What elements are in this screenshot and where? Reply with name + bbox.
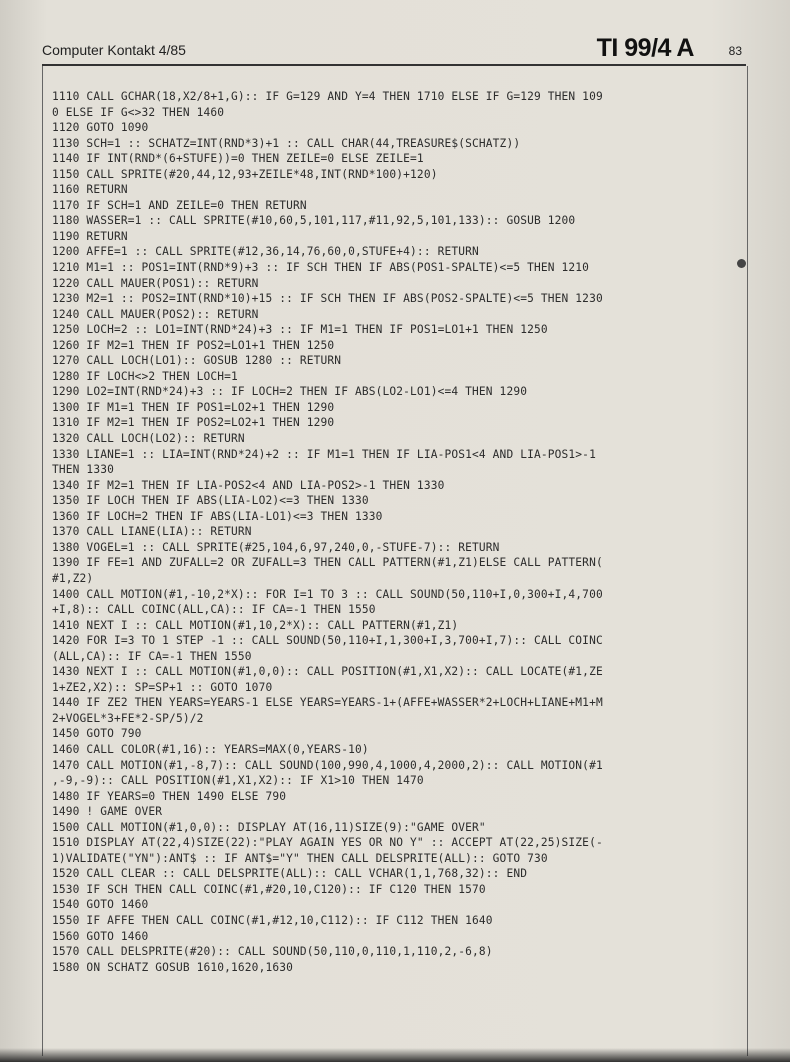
code-line: 1530 IF SCH THEN CALL COINC(#1,#20,10,C120):: IF C120 THEN 1570 [52,882,486,896]
code-line: 1290 LO2=INT(RND*24)+3 :: IF LOCH=2 THEN IF ABS(LO2-LO1)<=4 THEN 1290 [52,385,528,399]
code-line: 1260 IF M2=1 THEN IF POS2=LO1+1 THEN 1250 [52,338,335,352]
code-line: 1560 GOTO 1460 [52,929,149,943]
code-line: 1500 CALL MOTION(#1,0,0):: DISPLAY AT(16,11)SIZE(9):"GAME OVER" [52,820,486,834]
page-header [42,34,742,64]
code-line: 1520 CALL CLEAR :: CALL DELSPRITE(ALL):: CALL VCHAR(1,1,768,32):: END [52,867,528,881]
code-line: ,-9,-9):: CALL POSITION(#1,X1,X2):: IF X1>10 THEN 1470 [52,774,424,788]
code-line: 1550 IF AFFE THEN CALL COINC(#1,#12,10,C112):: IF C112 THEN 1640 [52,913,493,927]
code-line: 1120 GOTO 1090 [52,121,149,135]
punch-hole-mark [737,259,746,268]
code-line: +I,8):: CALL COINC(ALL,CA):: IF CA=-1 THEN 1550 [52,603,376,617]
code-line: 1240 CALL MAUER(POS2):: RETURN [52,307,259,321]
code-line: 1210 M1=1 :: POS1=INT(RND*9)+3 :: IF SCH THEN IF ABS(POS1-SPALTE)<=5 THEN 1210 [52,261,590,275]
code-line: 1430 NEXT I :: CALL MOTION(#1,0,0):: CALL POSITION(#1,X1,X2):: CALL LOCATE(#1,ZE [52,665,603,679]
code-line: THEN 1330 [52,463,114,477]
code-line: 1490 ! GAME OVER [52,805,163,819]
bottom-edge-shadow [0,1048,790,1062]
magazine-issue: Computer Kontakt 4/85 [42,42,186,58]
code-line: 1380 VOGEL=1 :: CALL SPRITE(#25,104,6,97,240,0,-STUFE-7):: RETURN [52,540,500,554]
code-line: 1410 NEXT I :: CALL MOTION(#1,10,2*X):: CALL PATTERN(#1,Z1) [52,618,459,632]
code-line: 1190 RETURN [52,229,128,243]
code-line: 0 ELSE IF G<>32 THEN 1460 [52,105,225,119]
page-number: 83 [728,44,742,58]
code-line: 1220 CALL MAUER(POS1):: RETURN [52,276,259,290]
code-line: 1460 CALL COLOR(#1,16):: YEARS=MAX(0,YEARS-10) [52,742,369,756]
code-line: 1280 IF LOCH<>2 THEN LOCH=1 [52,369,238,383]
code-line: 1270 CALL LOCH(LO1):: GOSUB 1280 :: RETURN [52,354,342,368]
code-line: 1150 CALL SPRITE(#20,44,12,93+ZEILE*48,INT(RND*100)+120) [52,167,438,181]
code-line: 1300 IF M1=1 THEN IF POS1=LO2+1 THEN 1290 [52,400,335,414]
code-line: 1470 CALL MOTION(#1,-8,7):: CALL SOUND(100,990,4,1000,4,2000,2):: CALL MOTION(#1 [52,758,603,772]
code-line: 1580 ON SCHATZ GOSUB 1610,1620,1630 [52,960,293,974]
code-line: 1360 IF LOCH=2 THEN IF ABS(LIA-LO1)<=3 THEN 1330 [52,509,383,523]
code-line: 1370 CALL LIANE(LIA):: RETURN [52,525,252,539]
code-line: 1320 CALL LOCH(LO2):: RETURN [52,432,245,446]
code-line: 1510 DISPLAY AT(22,4)SIZE(22):"PLAY AGAIN YES OR NO Y" :: ACCEPT AT(22,25)SIZE(- [52,836,603,850]
code-line: 1480 IF YEARS=0 THEN 1490 ELSE 790 [52,789,287,803]
code-line: 1)VALIDATE("YN"):ANT$ :: IF ANT$="Y" THEN CALL DELSPRITE(ALL):: GOTO 730 [52,851,548,865]
code-line: 1390 IF FE=1 AND ZUFALL=2 OR ZUFALL=3 THEN CALL PATTERN(#1,Z1)ELSE CALL PATTERN( [52,556,603,570]
code-line: 1250 LOCH=2 :: LO1=INT(RND*24)+3 :: IF M1=1 THEN IF POS1=LO1+1 THEN 1250 [52,323,548,337]
code-line: #1,Z2) [52,571,94,585]
code-line: 1330 LIANE=1 :: LIA=INT(RND*24)+2 :: IF M1=1 THEN IF LIA-POS1<4 AND LIA-POS1>-1 [52,447,596,461]
code-line: 1350 IF LOCH THEN IF ABS(LIA-LO2)<=3 THEN 1330 [52,494,369,508]
code-line: 1140 IF INT(RND*(6+STUFE))=0 THEN ZEILE=0 ELSE ZEILE=1 [52,152,424,166]
code-line: 1160 RETURN [52,183,128,197]
system-title: TI 99/4 A [596,34,694,62]
code-line: 1180 WASSER=1 :: CALL SPRITE(#10,60,5,101,117,#11,92,5,101,133):: GOSUB 1200 [52,214,576,228]
code-line: 1400 CALL MOTION(#1,-10,2*X):: FOR I=1 TO 3 :: CALL SOUND(50,110+I,0,300+I,4,700 [52,587,603,601]
code-line: 1110 CALL GCHAR(18,X2/8+1,G):: IF G=129 AND Y=4 THEN 1710 ELSE IF G=129 THEN 109 [52,90,603,103]
code-line: 1420 FOR I=3 TO 1 STEP -1 :: CALL SOUND(50,110+I,1,300+I,3,700+I,7):: CALL COINC [52,634,603,648]
code-line: 1170 IF SCH=1 AND ZEILE=0 THEN RETURN [52,198,307,212]
code-line: 2+VOGEL*3+FE*2-SP/5)/2 [52,711,204,725]
code-line: 1310 IF M2=1 THEN IF POS2=LO2+1 THEN 1290 [52,416,335,430]
code-line: 1440 IF ZE2 THEN YEARS=YEARS-1 ELSE YEARS=YEARS-1+(AFFE+WASSER*2+LOCH+LIANE+M1+M [52,696,603,710]
code-line: 1130 SCH=1 :: SCHATZ=INT(RND*3)+1 :: CALL CHAR(44,TREASURE$(SCHATZ)) [52,136,521,150]
code-line: 1230 M2=1 :: POS2=INT(RND*10)+15 :: IF SCH THEN IF ABS(POS2-SPALTE)<=5 THEN 1230 [52,292,603,306]
code-line: 1340 IF M2=1 THEN IF LIA-POS2<4 AND LIA-POS2>-1 THEN 1330 [52,478,445,492]
code-line: 1200 AFFE=1 :: CALL SPRITE(#12,36,14,76,60,0,STUFE+4):: RETURN [52,245,479,259]
code-line: 1570 CALL DELSPRITE(#20):: CALL SOUND(50,110,0,110,1,110,2,-6,8) [52,945,493,959]
code-line: 1540 GOTO 1460 [52,898,149,912]
basic-listing [52,89,722,975]
code-line: 1450 GOTO 790 [52,727,142,741]
code-line: 1+ZE2,X2):: SP=SP+1 :: GOTO 1070 [52,680,273,694]
code-line: (ALL,CA):: IF CA=-1 THEN 1550 [52,649,252,663]
